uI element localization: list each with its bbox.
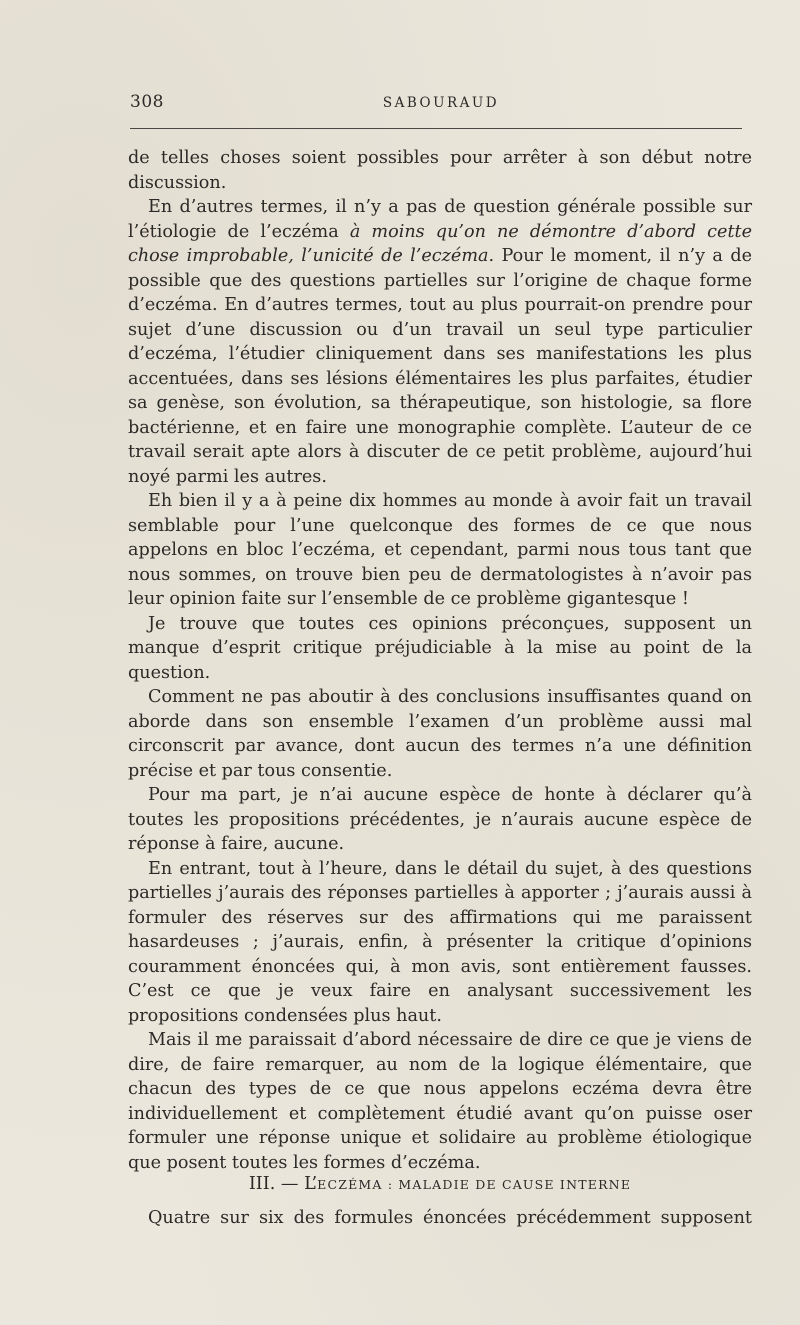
paragraph-9-start: Quatre sur six des formules énoncées précédemment supposent: [148, 1208, 752, 1228]
running-head: SABOURAUD: [382, 95, 500, 111]
paragraph-2-start: En d’autres termes, il n’y a pas de question générale possible sur l’étiologie de l’eczéma: [128, 197, 752, 242]
body-text: [128, 146, 752, 1175]
paragraph-6: Pour ma part, je n’ai aucune espèce de honte à déclarer qu’à toutes les propositions précédentes, je n’aurais aucune espèce de réponse à faire, aucune.: [128, 785, 752, 854]
header-rule: [130, 128, 742, 129]
paragraph-4: Je trouve que toutes ces opinions préconçues, supposent un manque d’esprit critique préjudiciable à la mise au point de la question.: [128, 613, 752, 683]
paragraph-5: Comment ne pas aboutir à des conclusions insuffisantes quand on aborde dans son ensemble l’examen d’un problème aussi mal circonscrit par avance, dont aucun des termes n’a une définition précise et par tous consentie.: [128, 687, 752, 781]
paragraph-1: de telles choses soient possibles pour arrêter à son début notre discussion.: [128, 148, 752, 193]
section-heading: [128, 1172, 752, 1197]
book-page: [128, 86, 754, 1228]
paragraph-2-italic: à moins qu’on ne démontre d’abord cette chose improbable, l’unicité de l’eczéma.: [128, 221, 752, 266]
paragraph-2-end: Pour le moment, il n’y a de possible que des questions partielles sur l’origine de chaque forme d’eczéma. En d’autres termes, tout au plus pourrait-on prendre pour sujet d’une discussion ou d’un travail un seul type particulier d’eczéma, l’étudier cliniquement dans ses manifestations les plus accentuées, dans ses lésions élémentaires les plus parfaites, étudier sa genèse, son évolution, sa thérapeutique, son histologie, sa flore bactérienne, et en faire une monographie complète. L’auteur de ce travail serait apte alors à discuter de ce petit problème, aujourd’hui noyé parmi les autres.: [128, 246, 752, 487]
paragraph-8: Mais il me paraissait d’abord nécessaire de dire ce que je viens de dire, de faire remarquer, au nom de la logique élémentaire, que chacun des types de ce que nous appelons eczéma devra être individuellement et complètement étudié avant qu’on puisse oser formuler une réponse unique et solidaire au problème étiologique que posent toutes les formes d’eczéma.: [128, 1030, 752, 1173]
paragraph-2: [128, 195, 752, 489]
paragraph-7: En entrant, tout à l’heure, dans le détail du sujet, à des questions partielles j’aurais des réponses partielles à apporter ; j’aurais aussi à formuler des réserves sur des affirmations qui me paraissent hasardeuses ; j’aurais, enfin, à présenter la critique d’opinions couramment énoncées qui, à mon avis, sont entièrement fausses. C’est ce que je veux faire en analysant successivement les propositions condensées plus haut.: [128, 858, 752, 1026]
section-title: ECZÉMA : MALADIE DE CAUSE INTERNE: [317, 1177, 632, 1192]
page-header: [128, 86, 754, 126]
paragraph-3: Eh bien il y a à peine dix hommes au monde à avoir fait un travail semblable pour l’une quelconque des formes de ce que nous appelons en bloc l’eczéma, et cependant, parmi nous tous tant que nous sommes, on trouve bien peu de dermatologistes à n’avoir pas leur opinion faite sur l’ensemble de ce problème gigantesque !: [128, 491, 752, 609]
section-numeral: III. — L’: [248, 1174, 318, 1194]
page-number: 308: [130, 92, 164, 112]
